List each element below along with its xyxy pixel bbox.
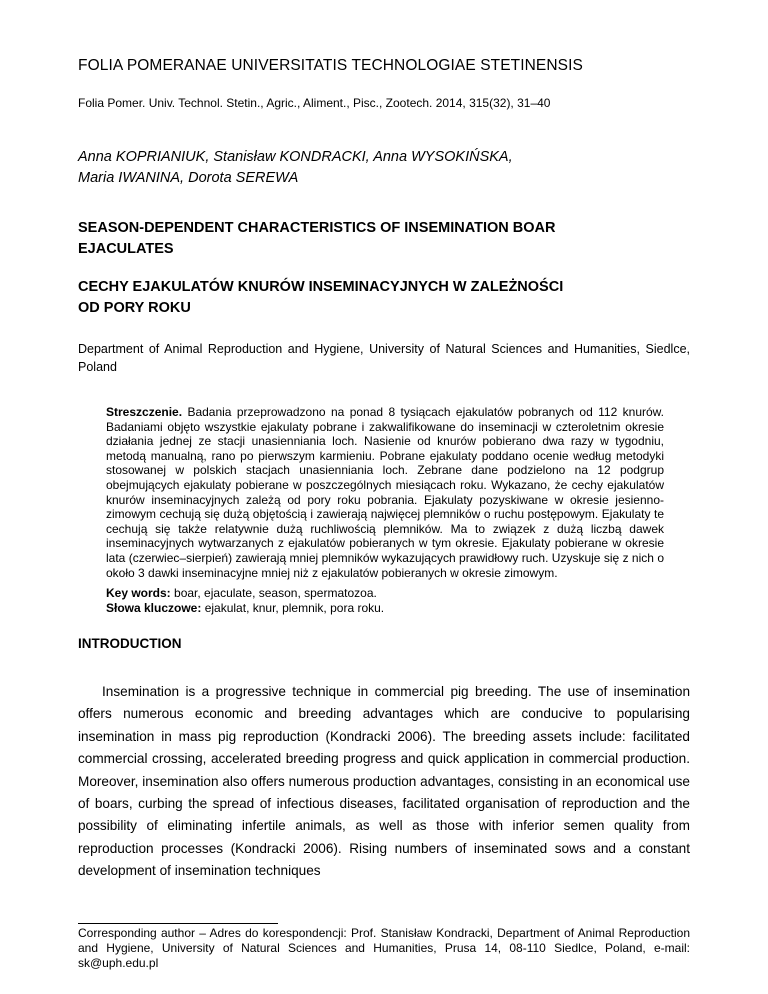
author-line: Anna KOPRIANIUK, Stanisław KONDRACKI, Anna WYSOKIŃSKA, <box>78 149 513 165</box>
keywords-pl-text: ejakulat, knur, plemnik, pora roku. <box>204 601 385 615</box>
keywords-en <box>106 586 664 601</box>
body-paragraph: Insemination is a progressive technique in commercial pig breeding. The use of insemination offers numerous economic and breeding advantages which are conducive to popularising insemination in mass pig reproduction (Kondracki 2006). The breeding assets include: facilitated commercial crossing, accelerated breeding progress and quick application in commercial production. Moreover, insemination also offers numerous production advantages, consisting in an economical use of boars, curbing the spread of infectious diseases, facilitated organisation of reproduction and the possibility of eliminating infertile animals, as well as those with inferior semen quality from reproduction processes (Kondracki 2006). Rising numbers of inseminated sows and a constant development of insemination techniques <box>78 684 690 879</box>
author-line: Maria IWANINA, Dorota SEREWA <box>78 170 299 186</box>
english-title <box>78 218 690 260</box>
title-line: CECHY EJAKULATÓW KNURÓW INSEMINACYJNYCH W ZALEŻNOŚCI <box>78 279 564 295</box>
journal-name: FOLIA POMERANAE UNIVERSITATIS TECHNOLOGIAE STETINENSIS <box>78 57 583 74</box>
keywords-en-text: boar, ejaculate, season, spermatozoa. <box>174 586 377 600</box>
abstract-text: Badania przeprowadzono na ponad 8 tysiącach ejakulatów pobranych od 112 knurów. Badaniami objęto wszystkie ejakulaty pobrane i zakwalifikowane do inseminacji w czteroletnim okresie działania jednej ze stacji unasienniania loch. Nasienie od knurów pobierano dwa razy w tygodniu, metodą manualną, rano po pierwszym karmieniu. Pobrane ejakulaty poddano ocenie według metodyki stosowanej w polskich stacjach unasienniania loch. Zebrane dane podzielono na 12 podgrup obejmujących ejakulaty pobierane w poszczególnych miesiącach roku. Wykazano, że cechy ejakulatów knurów inseminacyjnych zależą od pory roku pobrania. Ejakulaty pozyskiwane w okresie jesienno-zimowym cechują się dużą objętością i zawierają najwięcej plemników o ruchu postępowym. Ejakulaty te cechują się także relatywnie dużą ruchliwością plemników. Ma to związek z dużą liczbą dawek inseminacyjnych wytwarzanych z ejakulatów pobieranych w tym okresie. Ejakulaty pobierane w okresie lata (czerwiec–sierpień) zawierają mniej plemników wykazujących prawidłowy ruch. Uzyskuje się z nich o około 3 dawki inseminacyjne mniej niż z ejakulatów pobieranych w okresie zimowym. <box>106 405 664 580</box>
keywords <box>106 586 664 616</box>
abstract-label: Streszczenie. <box>106 405 183 419</box>
footnote-divider <box>78 923 278 924</box>
author-list <box>78 147 690 189</box>
abstract <box>106 405 664 580</box>
affiliation: Department of Animal Reproduction and Hygiene, University of Natural Sciences and Humanities, Siedlce, Poland <box>78 342 690 374</box>
footnote: Corresponding author – Adres do korespondencji: Prof. Stanisław Kondracki, Department of Animal Reproduction and Hygiene, University of Natural Sciences and Humanities, Prusa 14, 08-110 Siedlce, Poland, e-mail: sk@uph.edu.pl <box>78 926 690 970</box>
section-heading: INTRODUCTION <box>78 636 182 651</box>
keywords-en-label: Key words: <box>106 586 171 600</box>
keywords-pl-label: Słowa kluczowe: <box>106 601 202 615</box>
keywords-pl <box>106 601 664 616</box>
title-line: EJACULATES <box>78 241 174 257</box>
journal-citation: Folia Pomer. Univ. Technol. Stetin., Agric., Aliment., Pisc., Zootech. 2014, 315(32), 31–40 <box>78 96 551 110</box>
polish-title <box>78 277 690 319</box>
title-line: SEASON-DEPENDENT CHARACTERISTICS OF INSEMINATION BOAR <box>78 220 556 236</box>
title-line: OD PORY ROKU <box>78 300 191 316</box>
